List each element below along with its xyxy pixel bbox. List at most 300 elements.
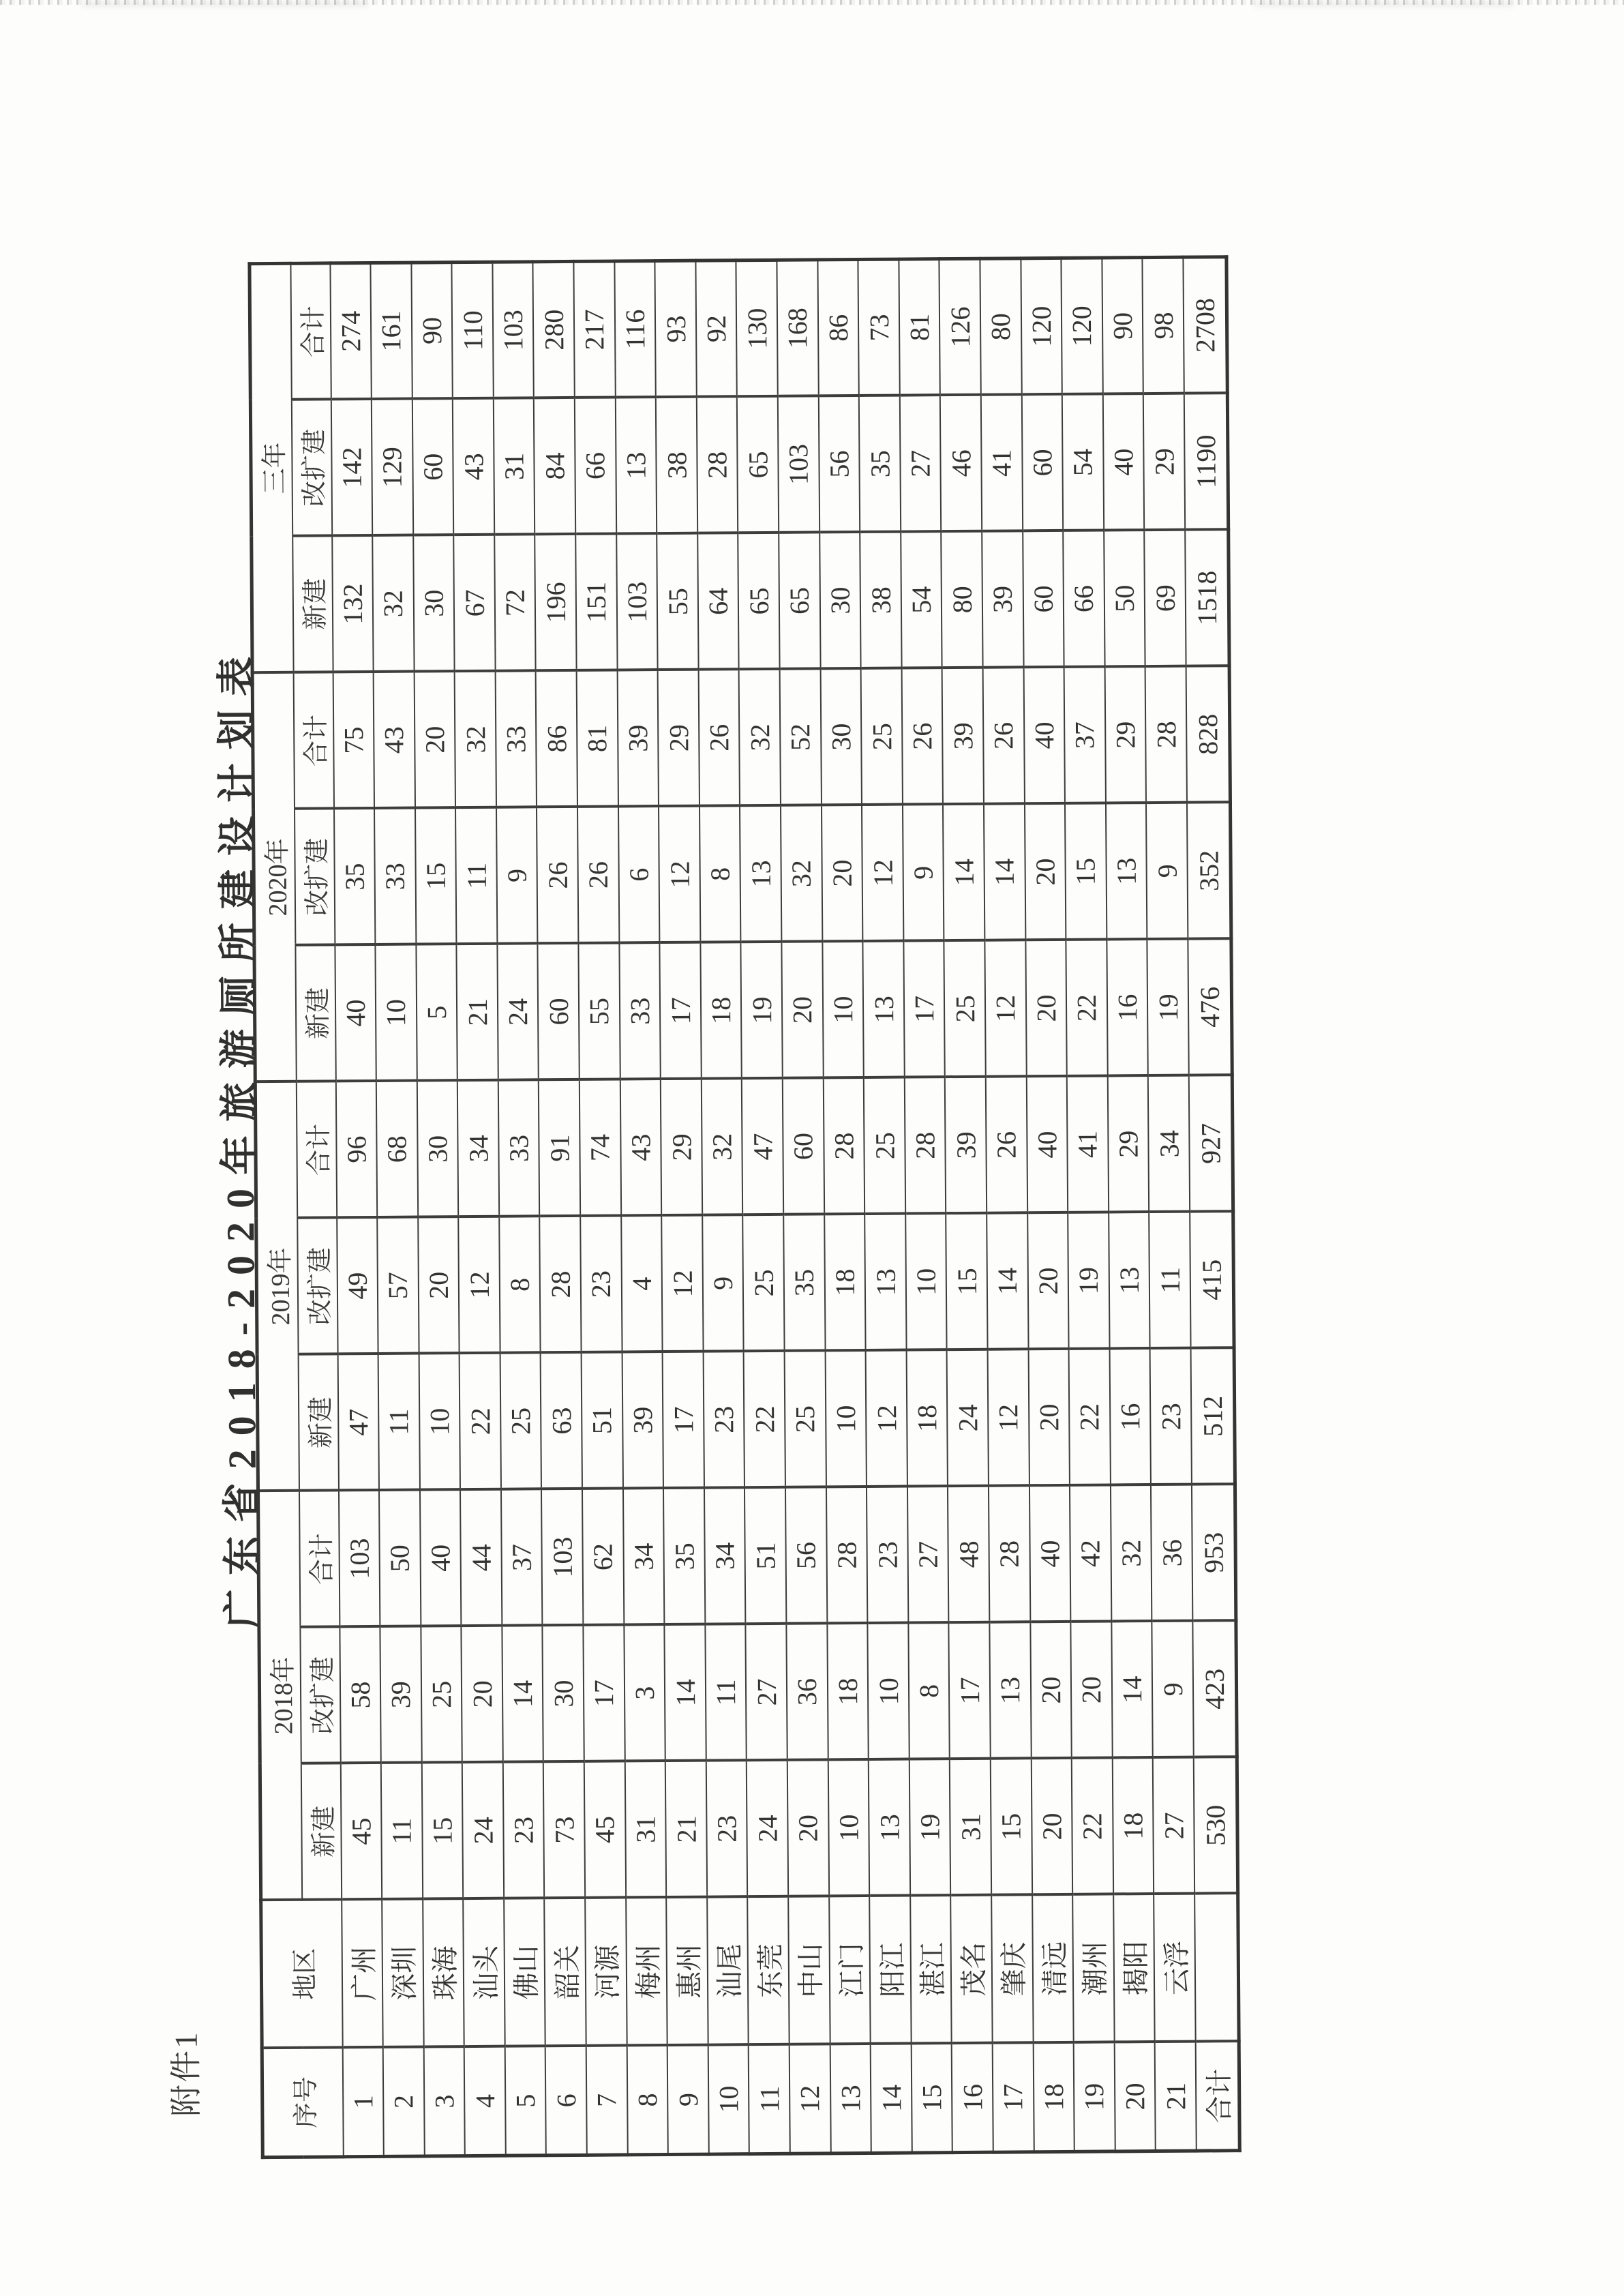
sub-header-3-2: 合计 [290, 263, 330, 399]
value-cell-1: 17 [948, 1622, 990, 1759]
value-cell-3: 12 [865, 1350, 907, 1487]
value-cell-8: 37 [1064, 666, 1105, 803]
value-cell-7: 14 [943, 804, 984, 940]
value-cell-10: 41 [980, 394, 1022, 531]
value-cell-8: 29 [1104, 666, 1146, 803]
value-cell-5: 47 [742, 1078, 783, 1214]
value-cell-6: 17 [903, 940, 945, 1077]
value-cell-10: 84 [534, 398, 575, 534]
value-cell-11: 280 [532, 261, 574, 398]
corner-header-index: 序号 [262, 2047, 343, 2157]
sub-header-2-2: 合计 [293, 672, 333, 808]
value-cell-8: 43 [373, 671, 415, 807]
region-cell: 中山 [788, 1896, 830, 2044]
value-cell-6: 5 [416, 944, 457, 1080]
value-cell-9: 55 [657, 533, 698, 670]
value-cell-1: 14 [502, 1625, 543, 1761]
value-cell-8: 30 [820, 668, 862, 805]
value-cell-4: 4 [620, 1215, 662, 1352]
value-cell-9: 60 [1022, 531, 1064, 667]
value-cell-4: 12 [661, 1215, 703, 1352]
total-value-cell-1: 423 [1192, 1620, 1237, 1757]
region-cell: 梅州 [625, 1897, 667, 2045]
sub-header-1-1: 改扩建 [297, 1217, 337, 1354]
year-group-header-0: 2018年 [258, 1491, 301, 1900]
value-cell-5: 91 [539, 1079, 580, 1216]
value-cell-0: 15 [421, 1762, 463, 1898]
value-cell-1: 20 [1070, 1621, 1112, 1757]
value-cell-2: 28 [988, 1485, 1029, 1622]
region-cell: 河源 [585, 1897, 627, 2045]
value-cell-5: 68 [376, 1080, 417, 1217]
value-cell-7: 9 [496, 807, 537, 943]
total-value-cell-7: 352 [1186, 802, 1231, 938]
value-cell-9: 32 [372, 535, 414, 671]
total-value-cell-5: 927 [1188, 1075, 1233, 1211]
value-cell-5: 60 [782, 1077, 824, 1214]
value-cell-5: 96 [335, 1081, 377, 1217]
value-cell-3: 16 [1109, 1348, 1151, 1485]
value-cell-10: 54 [1062, 393, 1103, 530]
value-cell-4: 9 [702, 1214, 744, 1351]
value-cell-6: 10 [375, 944, 417, 1080]
value-cell-3: 22 [459, 1353, 500, 1489]
value-cell-0: 11 [380, 1763, 422, 1899]
row-index-cell: 17 [992, 2042, 1034, 2151]
value-cell-5: 26 [985, 1076, 1027, 1212]
value-cell-4: 13 [864, 1214, 906, 1350]
value-cell-0: 23 [706, 1760, 747, 1896]
row-index-cell: 8 [627, 2045, 668, 2154]
value-cell-11: 168 [777, 259, 818, 396]
value-cell-9: 64 [697, 533, 739, 669]
value-cell-4: 13 [1108, 1212, 1149, 1348]
value-cell-11: 130 [736, 260, 777, 396]
value-cell-0: 23 [502, 1761, 544, 1898]
value-cell-3: 25 [784, 1350, 826, 1487]
sub-header-0-2: 合计 [299, 1490, 339, 1626]
value-cell-2: 51 [745, 1487, 786, 1624]
value-cell-9: 196 [535, 534, 576, 670]
year-group-header-2: 2020年 [252, 672, 296, 1082]
region-cell: 东莞 [747, 1896, 789, 2044]
value-cell-1: 11 [705, 1624, 747, 1760]
value-cell-2: 35 [663, 1488, 705, 1624]
value-cell-0: 24 [747, 1760, 788, 1896]
row-index-cell: 2 [382, 2047, 424, 2156]
value-cell-4: 28 [539, 1216, 581, 1352]
sub-header-0-1: 改扩建 [299, 1626, 340, 1763]
value-cell-1: 20 [1029, 1622, 1071, 1758]
value-cell-10: 35 [859, 395, 901, 531]
value-cell-2: 27 [907, 1486, 948, 1622]
value-cell-6: 13 [862, 940, 904, 1077]
row-index-cell: 3 [423, 2046, 465, 2156]
total-value-cell-2: 953 [1191, 1484, 1235, 1620]
total-region-cell [1194, 1893, 1239, 2041]
value-cell-8: 32 [739, 669, 781, 805]
total-value-cell-10: 1190 [1184, 393, 1228, 529]
value-cell-5: 74 [579, 1079, 620, 1215]
value-cell-4: 18 [824, 1214, 865, 1350]
value-cell-4: 14 [987, 1212, 1028, 1349]
row-index-cell: 12 [789, 2044, 830, 2153]
value-cell-6: 40 [334, 944, 376, 1081]
value-cell-7: 9 [902, 804, 944, 940]
value-cell-2: 36 [1151, 1485, 1192, 1621]
value-cell-7: 15 [415, 807, 456, 944]
value-cell-10: 60 [412, 398, 453, 535]
value-cell-6: 20 [781, 941, 823, 1077]
value-cell-6: 25 [944, 940, 985, 1077]
value-cell-10: 29 [1143, 393, 1185, 530]
value-cell-3: 20 [1028, 1349, 1070, 1485]
value-cell-10: 40 [1102, 393, 1144, 530]
total-value-cell-3: 512 [1190, 1347, 1235, 1484]
sub-header-0-0: 新建 [301, 1763, 341, 1899]
value-cell-10: 129 [371, 398, 412, 535]
value-cell-1: 18 [826, 1623, 868, 1759]
value-cell-8: 39 [942, 668, 983, 804]
value-cell-2: 103 [338, 1490, 380, 1626]
value-cell-1: 20 [461, 1626, 502, 1762]
value-cell-5: 25 [863, 1077, 905, 1213]
value-cell-7: 35 [333, 808, 375, 944]
value-cell-1: 10 [867, 1623, 909, 1759]
value-cell-4: 12 [458, 1217, 500, 1353]
value-cell-1: 17 [583, 1624, 625, 1761]
value-cell-7: 26 [537, 807, 578, 943]
value-cell-0: 20 [787, 1759, 828, 1896]
value-cell-9: 69 [1144, 530, 1186, 666]
value-cell-11: 126 [939, 258, 980, 395]
value-cell-11: 81 [899, 258, 940, 395]
value-cell-10: 13 [615, 397, 657, 533]
value-cell-5: 40 [1026, 1076, 1068, 1212]
value-cell-3: 11 [378, 1354, 419, 1490]
value-cell-5: 34 [1148, 1075, 1190, 1212]
value-cell-2: 44 [460, 1489, 502, 1626]
value-cell-6: 19 [740, 942, 782, 1078]
value-cell-1: 9 [1152, 1621, 1193, 1757]
value-cell-7: 33 [374, 807, 416, 944]
value-cell-3: 10 [825, 1350, 867, 1487]
row-index-cell: 11 [749, 2044, 790, 2153]
value-cell-8: 32 [454, 671, 496, 807]
value-cell-7: 20 [1024, 803, 1066, 940]
value-cell-1: 25 [421, 1626, 462, 1762]
value-cell-4: 15 [946, 1213, 987, 1350]
value-cell-4: 35 [783, 1214, 825, 1350]
value-cell-11: 90 [411, 262, 453, 398]
region-cell: 揭阳 [1113, 1894, 1154, 2042]
value-cell-11: 98 [1142, 257, 1184, 393]
year-group-header-3: 三年 [249, 263, 292, 672]
value-cell-8: 26 [901, 668, 943, 804]
value-cell-10: 60 [1021, 394, 1063, 531]
total-value-cell-8: 828 [1186, 666, 1230, 802]
value-cell-8: 75 [333, 672, 374, 808]
region-cell: 肇庆 [991, 1894, 1033, 2042]
value-cell-4: 49 [336, 1217, 378, 1354]
value-cell-11: 120 [1020, 258, 1062, 394]
sub-header-3-1: 改扩建 [291, 399, 331, 535]
value-cell-7: 15 [1065, 803, 1107, 939]
value-cell-9: 30 [819, 532, 860, 668]
value-cell-11: 90 [1102, 257, 1143, 393]
value-cell-0: 45 [584, 1761, 625, 1897]
value-cell-10: 65 [737, 396, 779, 533]
value-cell-3: 23 [1149, 1348, 1191, 1485]
value-cell-9: 80 [941, 531, 982, 668]
value-cell-0: 21 [665, 1761, 707, 1897]
value-cell-8: 39 [617, 670, 659, 806]
value-cell-6: 22 [1066, 939, 1107, 1075]
value-cell-11: 217 [573, 260, 615, 397]
value-cell-7: 9 [1146, 803, 1188, 939]
value-cell-6: 21 [456, 944, 498, 1080]
region-cell: 惠州 [666, 1897, 708, 2045]
value-cell-8: 26 [698, 669, 740, 805]
total-value-cell-9: 1518 [1185, 529, 1229, 666]
region-cell: 深圳 [382, 1899, 423, 2047]
value-cell-10: 28 [696, 396, 738, 533]
value-cell-8: 25 [860, 668, 902, 804]
region-cell: 清远 [1032, 1894, 1073, 2042]
region-cell: 珠海 [422, 1898, 464, 2046]
value-cell-6: 33 [619, 942, 661, 1079]
value-cell-10: 31 [493, 398, 535, 534]
sub-header-1-2: 合计 [296, 1081, 336, 1217]
row-index-cell: 9 [667, 2045, 708, 2154]
value-cell-11: 93 [655, 260, 696, 397]
row-index-cell: 7 [586, 2045, 627, 2154]
value-cell-1: 3 [624, 1624, 665, 1761]
value-cell-9: 65 [779, 532, 820, 668]
value-cell-1: 30 [542, 1625, 584, 1761]
value-cell-3: 10 [419, 1353, 460, 1489]
value-cell-6: 24 [497, 943, 539, 1079]
value-cell-0: 73 [543, 1761, 585, 1898]
value-cell-6: 20 [1025, 940, 1066, 1076]
value-cell-6: 60 [537, 943, 579, 1079]
value-cell-8: 86 [536, 670, 577, 807]
value-cell-9: 66 [1063, 530, 1104, 666]
value-cell-10: 142 [331, 399, 372, 535]
row-index-cell: 20 [1114, 2042, 1156, 2151]
value-cell-5: 30 [417, 1080, 458, 1217]
value-cell-11: 80 [980, 258, 1021, 394]
corner-header-region: 地区 [260, 1899, 342, 2048]
value-cell-2: 23 [867, 1487, 908, 1623]
value-cell-1: 13 [989, 1622, 1031, 1758]
value-cell-4: 11 [1149, 1212, 1190, 1348]
value-cell-10: 38 [656, 397, 697, 533]
value-cell-1: 27 [745, 1624, 787, 1760]
value-cell-4: 57 [377, 1217, 419, 1354]
value-cell-9: 132 [331, 535, 373, 672]
plan-table [247, 255, 1242, 2159]
value-cell-0: 18 [1112, 1757, 1154, 1894]
value-cell-2: 34 [704, 1487, 745, 1624]
value-cell-5: 34 [457, 1080, 499, 1217]
value-cell-10: 43 [453, 398, 494, 535]
value-cell-3: 22 [1068, 1348, 1110, 1485]
value-cell-6: 10 [822, 941, 864, 1077]
value-cell-9: 39 [982, 531, 1023, 667]
value-cell-11: 110 [451, 262, 493, 398]
value-cell-7: 20 [821, 805, 862, 941]
value-cell-7: 14 [983, 803, 1025, 940]
row-index-cell: 18 [1033, 2042, 1074, 2151]
value-cell-0: 10 [828, 1759, 869, 1896]
sub-header-2-1: 改扩建 [294, 808, 334, 944]
value-cell-8: 40 [1023, 667, 1065, 803]
region-cell: 汕尾 [707, 1896, 749, 2044]
value-cell-7: 11 [455, 807, 497, 944]
region-cell: 韶关 [544, 1898, 586, 2046]
value-cell-0: 31 [625, 1761, 666, 1897]
value-cell-8: 29 [657, 670, 699, 806]
value-cell-0: 22 [1071, 1757, 1113, 1894]
region-cell: 江门 [828, 1896, 870, 2044]
value-cell-3: 47 [337, 1354, 379, 1490]
value-cell-11: 274 [329, 263, 371, 399]
value-cell-5: 28 [823, 1077, 864, 1214]
value-cell-11: 103 [492, 261, 534, 398]
value-cell-11: 116 [614, 260, 656, 397]
sub-header-3-0: 新建 [292, 535, 332, 672]
total-value-cell-6: 476 [1188, 938, 1232, 1075]
value-cell-5: 32 [701, 1078, 742, 1214]
value-cell-3: 51 [581, 1352, 622, 1488]
value-cell-4: 20 [417, 1217, 459, 1353]
value-cell-11: 161 [370, 262, 412, 398]
value-cell-1: 14 [1111, 1621, 1153, 1757]
row-index-cell: 19 [1073, 2042, 1115, 2151]
value-cell-9: 72 [494, 534, 536, 670]
region-cell: 广州 [341, 1899, 382, 2047]
value-cell-2: 56 [785, 1487, 827, 1623]
value-cell-9: 54 [901, 531, 942, 668]
value-cell-2: 42 [1070, 1485, 1111, 1621]
value-cell-1: 39 [380, 1626, 421, 1763]
year-group-header-1: 2019年 [255, 1082, 299, 1491]
value-cell-3: 22 [744, 1351, 785, 1487]
value-cell-2: 40 [419, 1489, 461, 1626]
value-cell-0: 27 [1153, 1757, 1194, 1894]
table-body [329, 256, 1239, 2156]
row-index-cell: 14 [870, 2044, 912, 2153]
value-cell-1: 36 [786, 1623, 828, 1759]
row-index-cell: 6 [545, 2046, 587, 2155]
value-cell-2: 32 [1110, 1485, 1152, 1621]
value-cell-3: 63 [541, 1352, 582, 1489]
value-cell-6: 18 [700, 942, 742, 1078]
value-cell-11: 120 [1061, 257, 1102, 393]
value-cell-9: 67 [453, 535, 495, 671]
value-cell-9: 151 [575, 533, 617, 670]
value-cell-6: 12 [984, 940, 1026, 1076]
region-cell: 茂名 [950, 1895, 992, 2043]
total-label-cell: 合计 [1195, 2041, 1239, 2150]
value-cell-8: 28 [1145, 666, 1186, 803]
sub-header-1-0: 新建 [298, 1354, 338, 1490]
value-cell-0: 15 [990, 1758, 1032, 1894]
value-cell-6: 55 [578, 942, 620, 1079]
value-cell-5: 41 [1066, 1075, 1108, 1212]
value-cell-5: 43 [620, 1079, 661, 1215]
value-cell-6: 17 [659, 942, 701, 1079]
value-cell-8: 20 [414, 671, 455, 807]
value-cell-2: 103 [541, 1489, 583, 1625]
value-cell-3: 24 [946, 1350, 988, 1486]
value-cell-3: 18 [906, 1350, 948, 1486]
value-cell-6: 19 [1147, 939, 1188, 1075]
row-index-cell: 4 [464, 2046, 505, 2156]
value-cell-2: 62 [582, 1488, 624, 1624]
value-cell-5: 39 [945, 1077, 987, 1213]
attachment-label: 附件1 [168, 2029, 205, 2117]
value-cell-0: 20 [1031, 1758, 1072, 1894]
region-cell: 汕头 [463, 1898, 505, 2046]
region-cell: 潮州 [1072, 1894, 1114, 2042]
value-cell-2: 34 [622, 1488, 664, 1624]
value-cell-11: 73 [858, 258, 899, 395]
value-cell-7: 13 [1105, 803, 1147, 939]
value-cell-10: 66 [574, 397, 616, 533]
value-cell-8: 81 [576, 670, 618, 806]
value-cell-5: 29 [661, 1079, 702, 1215]
value-cell-3: 39 [622, 1352, 663, 1488]
value-cell-8: 52 [779, 668, 821, 805]
value-cell-1: 58 [339, 1626, 380, 1763]
value-cell-0: 45 [340, 1763, 382, 1899]
value-cell-9: 38 [860, 531, 901, 668]
value-cell-10: 103 [777, 396, 819, 532]
value-cell-3: 17 [662, 1352, 704, 1488]
value-cell-5: 28 [904, 1077, 946, 1213]
value-cell-7: 26 [577, 806, 619, 942]
row-index-cell: 5 [505, 2046, 546, 2155]
value-cell-7: 6 [618, 806, 659, 942]
value-cell-4: 23 [580, 1215, 622, 1352]
value-cell-9: 30 [412, 535, 454, 671]
value-cell-0: 19 [909, 1759, 950, 1895]
sub-header-2-0: 新建 [295, 944, 335, 1081]
value-cell-10: 27 [899, 395, 941, 531]
value-cell-0: 24 [462, 1762, 504, 1898]
value-cell-3: 25 [500, 1352, 541, 1489]
value-cell-4: 19 [1068, 1212, 1109, 1348]
value-cell-9: 50 [1103, 530, 1145, 666]
value-cell-2: 48 [948, 1486, 989, 1622]
total-value-cell-11: 2708 [1183, 256, 1227, 393]
value-cell-2: 50 [379, 1490, 421, 1626]
value-cell-11: 86 [817, 259, 859, 396]
value-cell-6: 16 [1107, 939, 1148, 1075]
value-cell-7: 12 [659, 806, 700, 942]
value-cell-8: 26 [982, 667, 1024, 803]
value-cell-1: 8 [908, 1622, 950, 1759]
value-cell-9: 103 [616, 533, 657, 670]
value-cell-8: 33 [495, 670, 537, 807]
row-index-cell: 10 [708, 2044, 749, 2153]
region-cell: 佛山 [504, 1898, 545, 2046]
row-index-cell: 15 [911, 2043, 952, 2152]
row-index-cell: 21 [1155, 2042, 1197, 2151]
value-cell-3: 12 [987, 1349, 1029, 1485]
